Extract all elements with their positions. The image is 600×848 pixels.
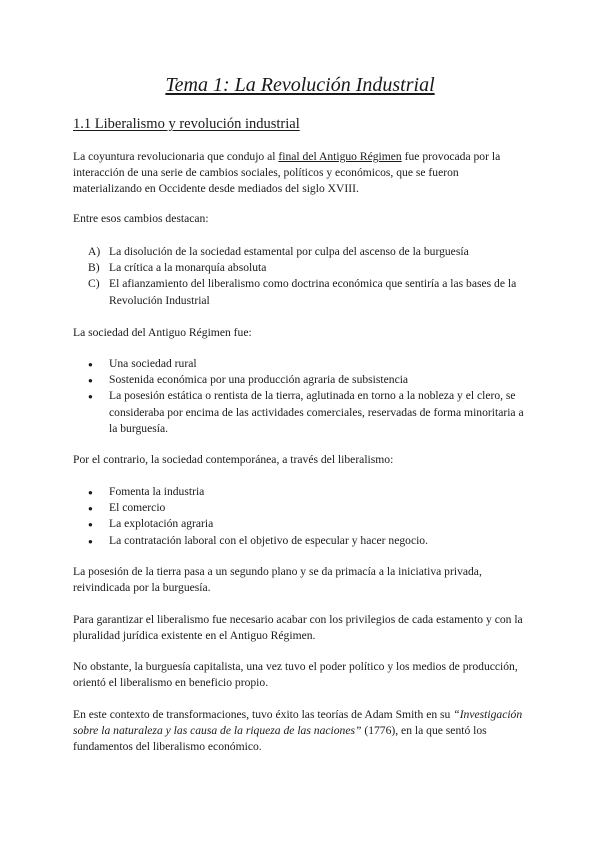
antiguo-regimen-link[interactable]: final del Antiguo Régimen: [278, 150, 402, 163]
section-heading: 1.1 Liberalismo y revolución industrial: [73, 116, 300, 132]
list-item-text: Fomenta la industria: [109, 485, 205, 498]
contemporary-list: [88, 484, 533, 549]
paragraph-changes-intro: Entre esos cambios destacan:: [73, 212, 209, 225]
list-marker: B): [88, 261, 100, 275]
list-item: [88, 372, 533, 388]
paragraph-bourgeoisie: No obstante, la burguesía capitalista, una vez tuvo el poder político y los medios de producción, orientó el liberalismo en beneficio propio.: [73, 660, 518, 690]
bullet-icon: ●: [88, 536, 93, 546]
list-item: [88, 276, 533, 308]
paragraph-intro-post: fue provocada por la interacción de una serie de cambios sociales, políticos y económicos, que se fueron materializando en Occidente desde mediados del siglo XVIII.: [73, 150, 501, 196]
paragraph-adam-smith-post: (1776), en la que sentó los fundamentos del liberalismo económico.: [73, 724, 487, 754]
list-item-text: Sostenida económica por una producción agraria de subsistencia: [109, 373, 409, 387]
list-item: [88, 516, 533, 532]
list-marker: A): [88, 245, 101, 258]
document-title: Tema 1: La Revolución Industrial: [165, 74, 435, 96]
paragraph-land-possession: La posesión de la tierra pasa a un segundo plano y se da primacía a la iniciativa privada, reivindicada por la burguesía.: [73, 565, 482, 595]
list-item: [88, 484, 533, 500]
bullet-icon: ●: [88, 392, 93, 402]
list-item: [88, 388, 533, 437]
list-item: [88, 500, 533, 516]
paragraph-adam-smith-pre: En este contexto de transformaciones, tuvo éxito las teorías de Adam Smith en su: [73, 708, 454, 721]
bullet-icon: ●: [88, 488, 93, 497]
list-marker: C): [88, 277, 100, 291]
list-item-text: La contratación laboral con el objetivo de especular y hacer negocio.: [109, 533, 429, 547]
list-item-text: La crítica a la monarquía absoluta: [109, 261, 267, 275]
list-item-text: El afianzamiento del liberalismo como doctrina económica que sentiría a las bases de la Revolución Industrial: [109, 277, 517, 307]
bullet-icon: ●: [88, 376, 93, 386]
list-item-text: La explotación agraria: [109, 517, 214, 531]
list-item: [88, 533, 533, 549]
bullet-icon: ●: [88, 504, 93, 514]
bullet-icon: ●: [88, 520, 93, 530]
list-item-text: La posesión estática o rentista de la tierra, aglutinada en torno a la nobleza y el clero, se consideraba por encima de las actividades comerciales, reservadas de forma minoritaria a la burguesía.: [109, 389, 524, 435]
paragraph-adam-smith: [73, 707, 528, 756]
paragraph-intro: [73, 149, 528, 198]
paragraph-intro-pre: La coyuntura revolucionaria que condujo al: [73, 150, 279, 163]
bullet-icon: ●: [88, 360, 93, 369]
paragraph-contemporary-intro: Por el contrario, la sociedad contemporánea, a través del liberalismo:: [73, 453, 394, 466]
paragraph-guarantee-liberalism: Para garantizar el liberalismo fue necesario acabar con los privilegios de cada estamento y con la pluralidad jurídica existente en el Antiguo Régimen.: [73, 613, 523, 643]
list-item: [88, 244, 533, 260]
old-regime-list: [88, 356, 533, 437]
list-item-text: Una sociedad rural: [109, 357, 197, 370]
list-item: [88, 260, 533, 276]
book-title: “Investigación sobre la naturaleza y las causa de la riqueza de las naciones”: [73, 708, 523, 738]
list-item-text: El comercio: [109, 501, 166, 515]
list-item-text: La disolución de la sociedad estamental por culpa del ascenso de la burguesía: [109, 245, 469, 258]
list-item: [88, 356, 533, 372]
changes-list: [88, 244, 533, 309]
paragraph-old-regime-intro: La sociedad del Antiguo Régimen fue:: [73, 326, 252, 339]
